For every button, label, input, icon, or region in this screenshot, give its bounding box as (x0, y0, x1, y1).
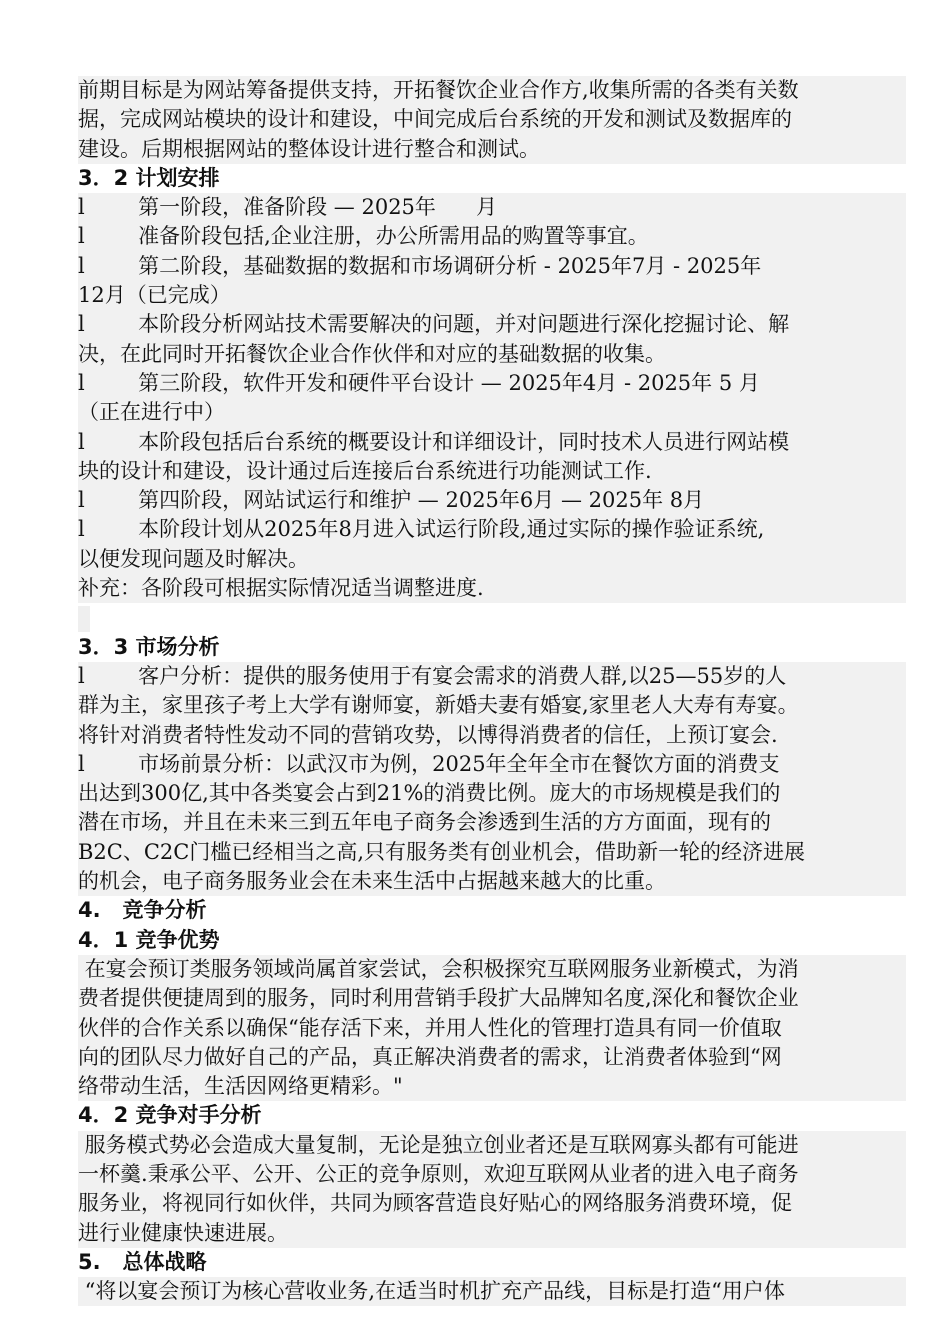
list-item: l 准备阶段包括,企业注册，办公所需用品的购置等事宜。 (78, 222, 906, 251)
blank-line (78, 603, 906, 632)
list-item: l 第三阶段，软件开发和硬件平台设计 — 2025年4月 - 2025年 5 月 (78, 369, 906, 398)
paragraph-line: 据，完成网站模块的设计和建设，中间完成后台系统的开发和测试及数据库的 (78, 105, 906, 134)
list-item: l 第四阶段，网站试运行和维护 — 2025年6月 — 2025年 8月 (78, 486, 906, 515)
list-item-continuation: 的机会，电子商务服务业会在未来生活中占据越来越大的比重。 (78, 867, 906, 896)
list-item-continuation: （正在进行中） (78, 398, 906, 427)
section-heading-3-2: 3．2 计划安排 (78, 165, 220, 190)
list-item-continuation: 出达到300亿,其中各类宴会占到21%的消费比例。庞大的市场规模是我们的 (78, 779, 906, 808)
paragraph-line: “将以宴会预订为核心营收业务,在适当时机扩充产品线，目标是打造“用户体 (78, 1277, 906, 1306)
list-item-continuation: B2C、C2C门槛已经相当之高,只有服务类有创业机会，借助新一轮的经济进展 (78, 838, 906, 867)
list-item: l 客户分析：提供的服务使用于有宴会需求的消费人群,以25—55岁的人 (78, 662, 906, 691)
paragraph-line: 建设。后期根据网站的整体设计进行整合和测试。 (78, 135, 906, 164)
list-item-continuation: 潜在市场，并且在未来三到五年电子商务会渗透到生活的方方面面，现有的 (78, 808, 906, 837)
paragraph-line: 服务业，将视同行如伙伴，共同为顾客营造良好贴心的网络服务消费环境，促 (78, 1189, 906, 1218)
paragraph-line: 络带动生活，生活因网络更精彩。" (78, 1072, 906, 1101)
list-item-continuation: 以便发现问题及时解决。 (78, 545, 906, 574)
list-item: l 本阶段计划从2025年8月进入试运行阶段,通过实际的操作验证系统, (78, 515, 906, 544)
list-item: l 市场前景分析：以武汉市为例，2025年全年全市在餐饮方面的消费支 (78, 750, 906, 779)
paragraph-line: 在宴会预订类服务领域尚属首家尝试，会积极探究互联网服务业新模式，为消 (78, 955, 906, 984)
list-item: l 本阶段包括后台系统的概要设计和详细设计，同时技术人员进行网站模 (78, 428, 906, 457)
paragraph-line: 进行业健康快速进展。 (78, 1219, 906, 1248)
list-item: l 第一阶段，准备阶段 — 2025年 月 (78, 193, 906, 222)
paragraph-line: 前期目标是为网站筹备提供支持，开拓餐饮企业合作方,收集所需的各类有关数 (78, 76, 906, 105)
list-item-continuation: 将针对消费者特性发动不同的营销攻势，以博得消费者的信任，上预订宴会. (78, 721, 906, 750)
section-heading-5: 5. 总体战略 (78, 1249, 207, 1274)
document-page (78, 76, 906, 1306)
paragraph-line: 一杯羹.秉承公平、公开、公正的竞争原则，欢迎互联网从业者的进入电子商务 (78, 1160, 906, 1189)
section-heading-4: 4. 竞争分析 (78, 898, 207, 923)
paragraph-line: 服务模式势必会造成大量复制，无论是独立创业者还是互联网寡头都有可能进 (78, 1131, 906, 1160)
list-item-continuation: 群为主，家里孩子考上大学有谢师宴，新婚夫妻有婚宴,家里老人大寿有寿宴。 (78, 691, 906, 720)
section-heading-4-1: 4．1 竞争优势 (78, 927, 220, 952)
paragraph-line: 费者提供便捷周到的服务，同时利用营销手段扩大品牌知名度,深化和餐饮企业 (78, 984, 906, 1013)
list-item-continuation: 块的设计和建设，设计通过后连接后台系统进行功能测试工作. (78, 457, 906, 486)
list-item: l 本阶段分析网站技术需要解决的问题，并对问题进行深化挖掘讨论、解 (78, 310, 906, 339)
empty-paragraph-marker (78, 606, 90, 632)
list-item-continuation: 决，在此同时开拓餐饮企业合作伙伴和对应的基础数据的收集。 (78, 340, 906, 369)
supplement-note: 补充：各阶段可根据实际情况适当调整进度. (78, 574, 906, 603)
list-item: l 第二阶段，基础数据的数据和市场调研分析 - 2025年7月 - 2025年 (78, 252, 906, 281)
list-item-continuation: 12月（已完成） (78, 281, 906, 310)
section-heading-4-2: 4．2 竞争对手分析 (78, 1103, 262, 1128)
paragraph-line: 向的团队尽力做好自己的产品，真正解决消费者的需求，让消费者体验到“网 (78, 1043, 906, 1072)
paragraph-line: 伙伴的合作关系以确保“能存活下来，并用人性化的管理打造具有同一价值取 (78, 1014, 906, 1043)
section-heading-3-3: 3．3 市场分析 (78, 634, 220, 659)
